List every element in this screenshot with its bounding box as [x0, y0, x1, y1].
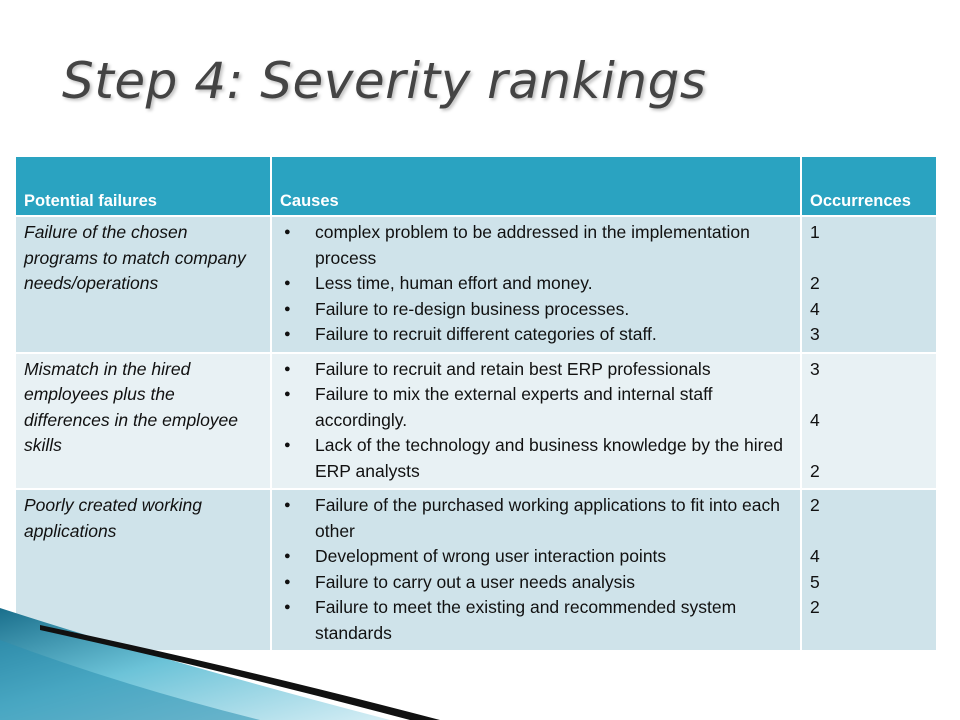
slide-title: Step 4: Severity rankings — [62, 52, 707, 110]
cause-item: ● Failure of the purchased working applications to fit into each other — [280, 493, 792, 544]
cause-item: ● Failure to recruit different categories of staff. — [280, 322, 792, 348]
table-header-row — [15, 156, 937, 216]
causes-list — [280, 220, 792, 348]
header-causes: Causes — [271, 156, 801, 216]
severity-table — [14, 155, 938, 652]
occurrence-value — [810, 382, 928, 408]
cause-item: ● Failure to recruit and retain best ERP professionals — [280, 357, 792, 383]
cause-item: ● Less time, human effort and money. — [280, 271, 792, 297]
occurrence-value: 2 — [810, 597, 820, 617]
cause-item: ● Failure to meet the existing and recommended system standards — [280, 595, 792, 646]
occurrence-value: 4 — [810, 409, 820, 430]
failure-cell: Poorly created working applications — [15, 489, 271, 651]
table-row — [15, 353, 937, 490]
occurrence-value: 3 — [810, 324, 820, 344]
occurrence-value: 4 — [810, 546, 820, 566]
decorative-swoosh — [0, 600, 960, 720]
cause-item: ● Failure to mix the external experts and internal staff accordingly. — [280, 382, 792, 433]
occurrence-value — [810, 519, 928, 545]
causes-list — [280, 357, 792, 485]
header-occurrences: Occurrences — [801, 156, 937, 216]
causes-cell — [271, 216, 801, 353]
cause-item: ● Failure to carry out a user needs analysis — [280, 570, 792, 596]
header-potential-failures: Potential failures — [15, 156, 271, 216]
occurrence-value: 4 — [810, 298, 820, 319]
occurrence-value: 3 — [810, 358, 820, 379]
occurrence-value: 2 — [810, 273, 820, 293]
occurrence-value: 2 — [810, 495, 820, 515]
occurrence-value: 5 — [810, 571, 820, 592]
causes-cell — [271, 353, 801, 490]
occurrence-value: 1 — [810, 222, 820, 242]
occurrences-cell — [801, 353, 937, 490]
table-row — [15, 216, 937, 353]
cause-item: ● Failure to re-design business processes. — [280, 297, 792, 323]
occurrences-cell — [801, 216, 937, 353]
occurrence-value: 2 — [810, 460, 820, 481]
failure-cell: Mismatch in the hired employees plus the differences in the employee skills — [15, 353, 271, 490]
occurrence-value — [810, 433, 928, 459]
cause-item: ● Lack of the technology and business knowledge by the hired ERP analysts — [280, 433, 792, 484]
failure-cell: Failure of the chosen programs to match company needs/operations — [15, 216, 271, 353]
cause-item: ● complex problem to be addressed in the implementation process — [280, 220, 792, 271]
cause-item: ● Development of wrong user interaction points — [280, 544, 792, 570]
occurrence-value — [810, 246, 928, 272]
